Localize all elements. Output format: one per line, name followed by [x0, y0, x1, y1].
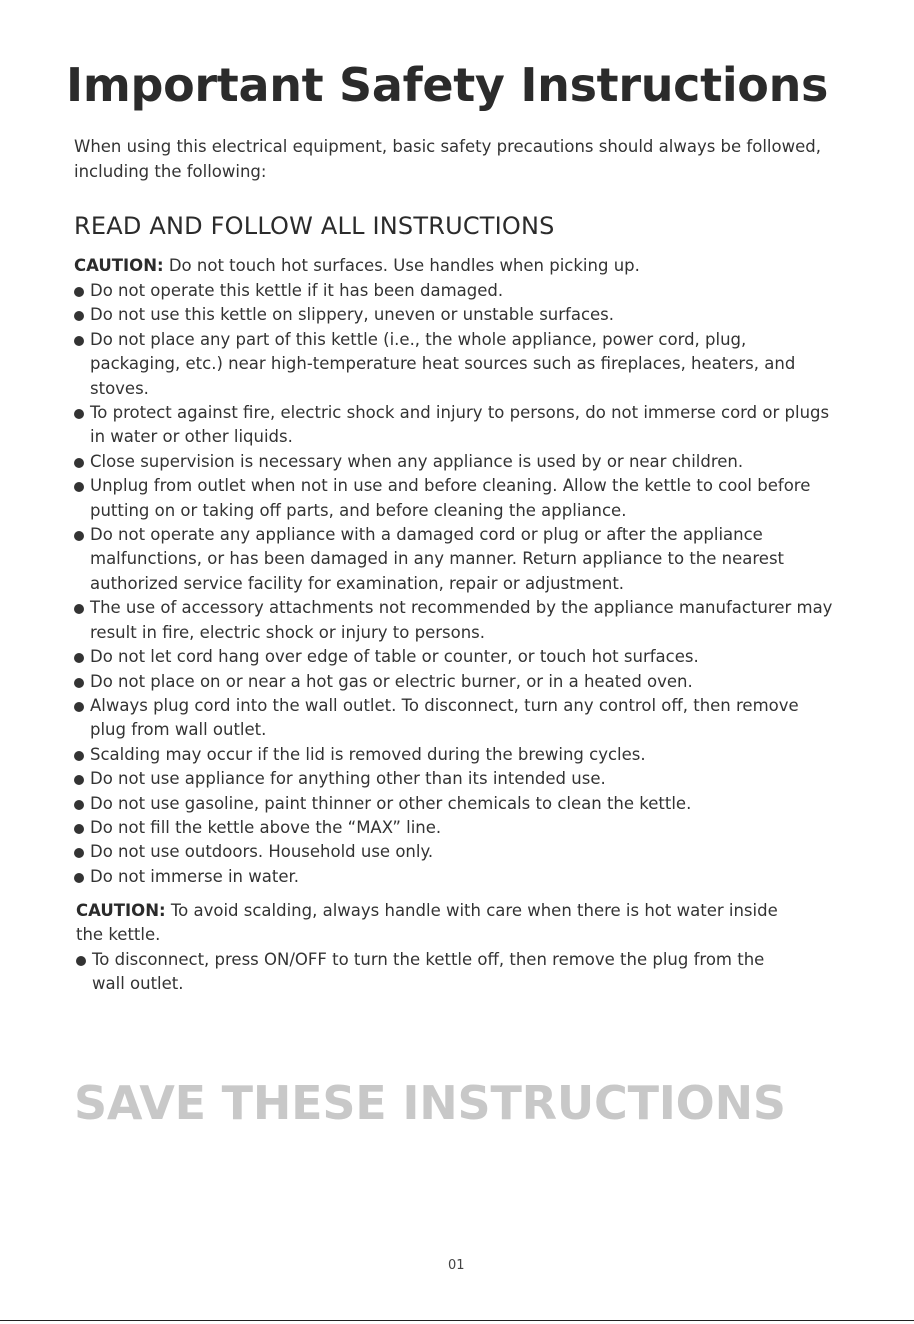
- bullet-icon: [74, 678, 84, 688]
- list-item: Close supervision is necessary when any appliance is used by or near children.: [74, 450, 834, 474]
- safety-list: [74, 279, 834, 889]
- bullet-icon: [74, 751, 84, 761]
- list-item: Do not immerse in water.: [74, 865, 834, 889]
- list-item: Do not place any part of this kettle (i.e., the whole appliance, power cord, plug, packaging, etc.) near high-temperature heat sources such as fireplaces, heaters, and stoves.: [74, 328, 834, 401]
- list-item: Do not fill the kettle above the “MAX” line.: [74, 816, 834, 840]
- list-item: Do not use appliance for anything other than its intended use.: [74, 767, 834, 791]
- bullet-icon: [74, 409, 84, 419]
- caution-label: CAUTION:: [74, 256, 164, 275]
- caution-hot-surfaces: [74, 254, 874, 278]
- bullet-icon: [74, 653, 84, 663]
- page-number: 01: [448, 1258, 465, 1273]
- page-title: Important Safety Instructions: [66, 58, 829, 112]
- bullet-icon: [74, 311, 84, 321]
- caution-text: Do not touch hot surfaces. Use handles when picking up.: [163, 256, 640, 275]
- list-item: Do not operate this kettle if it has been damaged.: [74, 279, 834, 303]
- bullet-icon: [74, 800, 84, 810]
- bullet-icon: [74, 458, 84, 468]
- list-item: Unplug from outlet when not in use and before cleaning. Allow the kettle to cool before putting on or taking off parts, and before cleaning the appliance.: [74, 474, 834, 523]
- bullet-icon: [74, 848, 84, 858]
- bullet-icon: [74, 336, 84, 346]
- list-item: The use of accessory attachments not recommended by the appliance manufacturer may result in fire, electric shock or injury to persons.: [74, 596, 834, 645]
- bullet-icon: [74, 287, 84, 297]
- list-item: Do not operate any appliance with a damaged cord or plug or after the appliance malfunctions, or has been damaged in any manner. Return appliance to the nearest authorized service facility for examination, repair or adjustment.: [74, 523, 834, 596]
- list-item: Do not place on or near a hot gas or electric burner, or in a heated oven.: [74, 670, 834, 694]
- bullet-icon: [74, 482, 84, 492]
- list-item: Always plug cord into the wall outlet. To disconnect, turn any control off, then remove plug from wall outlet.: [74, 694, 834, 743]
- caution-scalding: [76, 899, 796, 948]
- list-item: Do not use gasoline, paint thinner or other chemicals to clean the kettle.: [74, 792, 834, 816]
- bullet-icon: [74, 604, 84, 614]
- save-instructions-heading: SAVE THESE INSTRUCTIONS: [74, 1076, 786, 1130]
- list-item: Do not use outdoors. Household use only.: [74, 840, 834, 864]
- caution-label: CAUTION:: [76, 901, 166, 920]
- list-item: Do not use this kettle on slippery, uneven or unstable surfaces.: [74, 303, 834, 327]
- bullet-icon: [74, 824, 84, 834]
- bullet-icon: [76, 956, 86, 966]
- bottom-divider: [0, 1320, 914, 1321]
- intro-paragraph: When using this electrical equipment, basic safety precautions should always be followed, including the following:: [74, 137, 821, 181]
- bullet-icon: [74, 531, 84, 541]
- disconnect-list: [76, 948, 796, 997]
- list-item: Do not let cord hang over edge of table or counter, or touch hot surfaces.: [74, 645, 834, 669]
- bullet-icon: [74, 775, 84, 785]
- bullet-icon: [74, 873, 84, 883]
- list-item: Scalding may occur if the lid is removed during the brewing cycles.: [74, 743, 834, 767]
- caution-text: To avoid scalding, always handle with care when there is hot water inside the kettle.: [76, 901, 778, 945]
- list-item: To protect against fire, electric shock and injury to persons, do not immerse cord or plugs in water or other liquids.: [74, 401, 834, 450]
- list-item: To disconnect, press ON/OFF to turn the kettle off, then remove the plug from the wall outlet.: [76, 948, 796, 997]
- bullet-icon: [74, 702, 84, 712]
- section-heading: READ AND FOLLOW ALL INSTRUCTIONS: [74, 212, 555, 240]
